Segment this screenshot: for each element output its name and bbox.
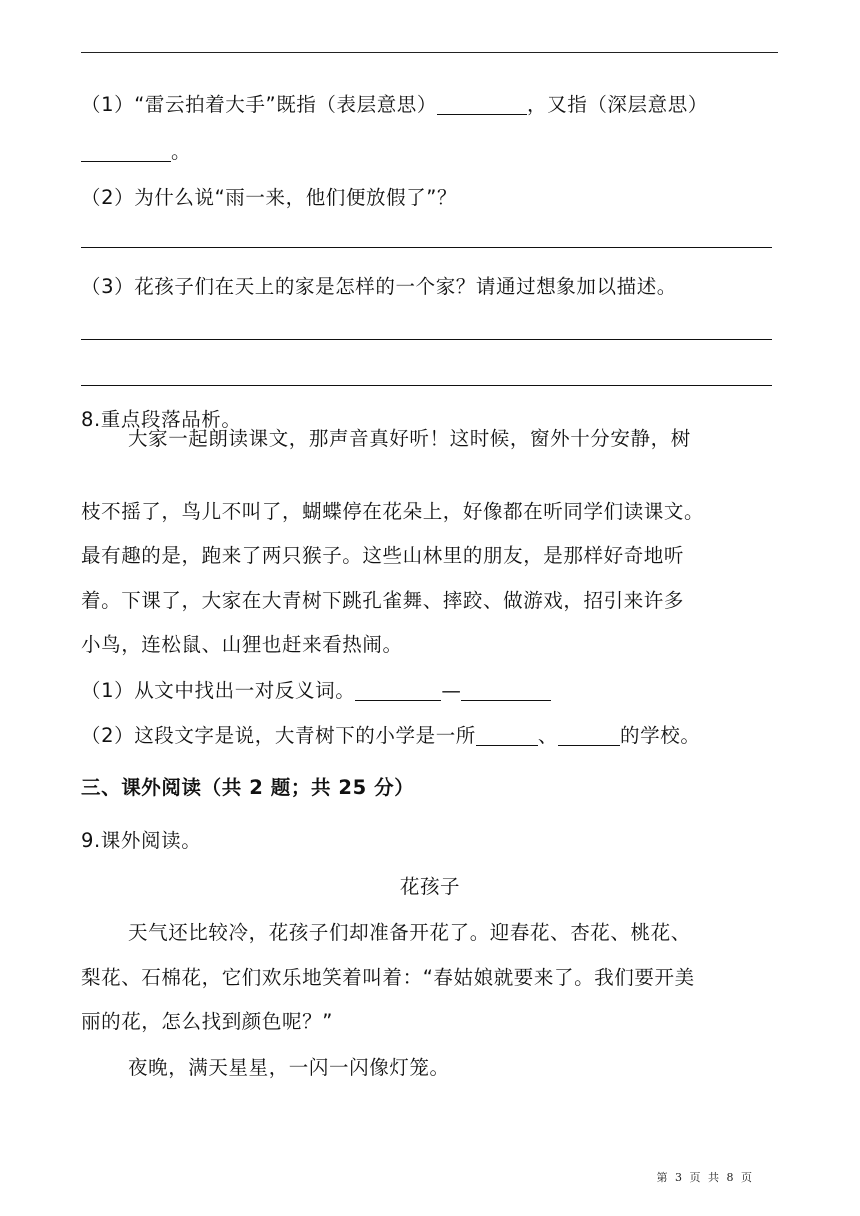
q8-part2-prefix: （2）这段文字是说，大青树下的小学是一所 (81, 724, 476, 747)
q7-part2-question: （2）为什么说“雨一来，他们便放假了”？ (81, 186, 458, 209)
q8-part1-blank-2[interactable] (461, 678, 551, 701)
header-rule (81, 52, 778, 53)
q9-passage-line-3: 丽的花，怎么找到颜色呢？” (81, 1010, 333, 1033)
q9-passage-line-2: 梨花、石棉花，它们欢乐地笑着叫着：“春姑娘就要来了。我们要开美 (81, 966, 695, 989)
q8-part1-blank-1[interactable] (355, 678, 441, 701)
q8-passage-line-5: 小鸟，连松鼠、山狸也赶来看热闹。 (81, 633, 403, 656)
q9-passage-line-1: 天气还比较冷，花孩子们却准备开花了。迎春花、杏花、桃花、 (128, 921, 691, 944)
q7-part3-question: （3）花孩子们在天上的家是怎样的一个家？请通过想象加以描述。 (81, 275, 677, 298)
q7-part2-answer-line[interactable] (81, 247, 772, 248)
q8-part2-blank-1[interactable] (476, 723, 538, 746)
q7-part3-answer-line-1[interactable] (81, 339, 772, 340)
q8-passage-line-4: 着。下课了，大家在大青树下跳孔雀舞、摔跤、做游戏，招引来许多 (81, 589, 685, 612)
q8-part2-suffix: 的学校。 (620, 724, 701, 747)
q8-passage-line-1: 大家一起朗读课文，那声音真好听！这时候，窗外十分安静，树 (128, 427, 691, 450)
q8-part2-line (81, 721, 700, 751)
q8-part2-sep: 、 (537, 724, 559, 747)
q8-heading: 8.重点段落品析。 (81, 408, 242, 431)
q8-passage-line-3: 最有趣的是，跑来了两只猴子。这些山林里的朋友，是那样好奇地听 (81, 544, 685, 567)
page-number: 第 3 页 共 8 页 (656, 1171, 754, 1184)
q8-passage-line-2: 枝不摇了，鸟儿不叫了，蝴蝶停在花朵上，好像都在听同学们读课文。 (81, 500, 705, 523)
q8-part1-line (81, 676, 551, 706)
q7-part1-blank-surface[interactable] (437, 92, 527, 115)
q7-part1-blank-deep[interactable] (81, 139, 171, 162)
q8-part2-blank-2[interactable] (558, 723, 620, 746)
q8-part1-prefix: （1）从文中找出一对反义词。 (81, 679, 356, 702)
q9-passage-line-4: 夜晚，满天星星，一闪一闪像灯笼。 (128, 1056, 450, 1079)
q9-story-title: 花孩子 (399, 875, 461, 898)
q7-part1-line2 (81, 137, 191, 167)
q7-part1-line (81, 90, 708, 120)
section3-heading: 三、课外阅读（共 2 题；共 25 分） (81, 776, 415, 799)
q7-part3-answer-line-2[interactable] (81, 385, 772, 386)
q7-part1-prefix: （1）“雷云拍着大手”既指（表层意思） (81, 93, 438, 116)
q7-part1-middle: ，又指（深层意思） (527, 93, 708, 116)
q9-heading: 9.课外阅读。 (81, 829, 202, 852)
q7-part1-suffix: 。 (171, 140, 192, 163)
q8-part1-dash: — (441, 679, 462, 702)
